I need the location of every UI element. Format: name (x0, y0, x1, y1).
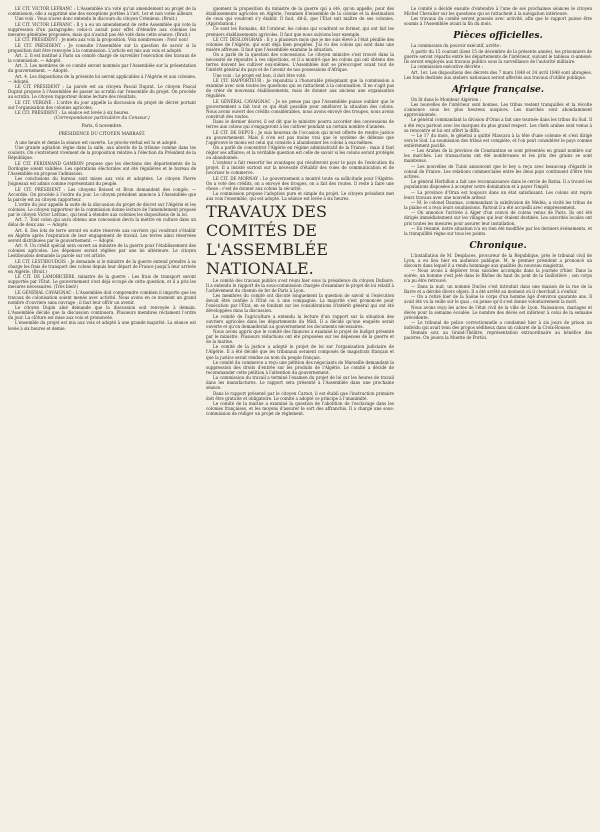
dateline: PRÉSIDENCE DU CITOYEN MARRAST. (58, 131, 146, 137)
article-paragraph: Art. 8. Des lots de terre seront en outre réservés aux ouvriers qui voudront s'établir en Algérie après l'expiration de leur engagement de travail. Les terres ainsi réservées seront distribuées par le gouvernement. — Adopté. (8, 227, 196, 243)
column-right (404, 6, 592, 826)
article-paragraph: LE CIT. DE LAMORICIÈRE, ministre de la guerre : Les frais de transport seront supportés par l'État. Le gouvernement s'est déjà occupé de cette question, et il a pris les mesures nécessaires. (Très bien!) (8, 274, 196, 290)
article-paragraph: Les travaux du comité seront poussés avec activité, afin que le rapport puisse être soumis à l'Assemblée avant la fin du mois. (404, 16, 592, 27)
article-paragraph: Le général commandant la division d'Oran a fait une tournée dans les tribus du Sud. Il a été reçu partout avec les marques du plus grand respect. Les chefs arabes sont venus à sa rencontre et lui ont offert la diffa. (404, 117, 592, 133)
article-paragraph: Le comité des travaux publics s'est réuni hier sous la présidence du citoyen Dufaure. Il a entendu le rapport de la sous-commission chargée d'examiner le projet de loi relatif à l'achèvement du chemin de fer de Paris à Lyon. (206, 277, 394, 293)
article-paragraph: Le général Herbillon a fait une reconnaissance dans le cercle de Batna. Il a trouvé les populations disposées à accepter notre domination et à payer l'impôt. (404, 179, 592, 190)
article-paragraph: — On annonce l'arrivée à Alger d'un convoi de colons venus de Paris. Ils ont été dirigés immédiatement sur les villages qui leur étaient destinés. Les autorités locales ont pris toutes les mesures pour assurer leur installation. (404, 210, 592, 226)
article-paragraph: LE CIT. DESLONGRAIS : Il y a plusieurs mois que je me suis élevé à l'état pénible des colonies de l'Algérie, qui sont déjà bien peuplées. J'ai vu des colons qui sont dans une misère affreuse. Il faut que l'Assemblée examine la situation. (206, 36, 394, 52)
article-paragraph: Art. 7. Tout colon qui aura obtenu une concession devra la mettre en culture dans un délai de deux ans. — Adopté. (8, 217, 196, 228)
article-paragraph: LE CIT. PRÉSIDENT : La séance est levée à six heures. (15, 109, 130, 115)
section-heading: (Correspondance particulière du Censeur.) (54, 115, 150, 121)
article-paragraph: L'installation de M. Desplaces, procureur de la République, près le tribunal civil de Lyon, a eu lieu hier en audience publique. M. le premier président a prononcé un discours dans lequel il a rendu hommage aux qualités du nouveau magistrat. (404, 252, 592, 269)
article-paragraph: LE CIT. PRÉSIDENT : Les citoyens Boissel et Brun demandent des congés. — Accordés. On procède à l'ordre du jour. Le citoyen président annonce à l'Assemblée que la parole est au citoyen rapporteur. (8, 186, 196, 202)
article-paragraph: — La province d'Oran est toujours dans un état satisfaisant. Les colons ont repris leurs travaux avec une nouvelle ardeur. (404, 189, 592, 200)
article-paragraph: LE CIT. RAPPORTEUR : Je répondrai à l'honorable préopinant que la commission a examiné avec soin toutes les questions qui se rattachent à la colonisation. Il ne s'agit pas de créer de nouveaux établissements, mais de donner aux anciens une organisation régulière. (206, 78, 394, 99)
article-paragraph: Le comité de l'agriculture a entendu la lecture d'un rapport sur la situation des ouvriers agricoles dans les départements du Midi. Il a décidé qu'une enquête serait ouverte et qu'on demanderait au gouvernement les documents nécessaires. (206, 313, 394, 329)
article-paragraph: Demain soir, au Grand-Théâtre, représentation extraordinaire au bénéfice des pauvres. On jouera la Muette de Portici. (404, 330, 592, 341)
article-paragraph: — Les Arabes de la province de Constantine se sont présentés en grand nombre sur les marchés. Les transactions ont été nombreuses et les prix des grains se sont maintenus. (404, 148, 592, 164)
article-paragraph: A partir du 15 courant (lisez 15 de décembre de la présente année), les prisonniers de guerre seront répartis entre les départements de l'intérieur, suivant le tableau ci-annexé. Ils seront employés aux travaux publics sous la surveillance de l'autorité militaire. (404, 48, 592, 64)
article-paragraph: Le comité de la marine a examiné la question de l'abolition de l'esclavage dans les colonies françaises, et les moyens d'assurer le sort des affranchis. Il a chargé une sous-commission de rédiger un projet de règlement. (206, 401, 394, 417)
column-left (8, 6, 196, 826)
section-heading: Chronique. (469, 239, 527, 251)
article-paragraph: L'orateur a fait ressortir les avantages qui résulteront pour le pays de l'exécution du projet. Il a insisté surtout sur la nécessité d'établir des voies de communication et de favoriser le commerce. (206, 160, 394, 176)
column-middle (206, 6, 394, 826)
article-paragraph: — Nous avons à déplorer trois suicides accomplis dans la journée d'hier. Dans la soirée, un homme s'est jeté dans le Rhône du haut du pont de la Guillotière ; son corps n'a pu être retrouvé. (404, 268, 592, 284)
article-paragraph: Art. 2. Il est institué à Paris un comité chargé de surveiller l'exécution des travaux de la commission. — Adopté. (8, 52, 196, 63)
article-paragraph: La commission du pouvoir exécutif, arrête : (411, 43, 502, 49)
article-paragraph: LE GÉNÉRAL CAVAIGNAC : Je ne pense pas que l'Assemblée puisse oublier que le gouvernement a fait tout ce qui était possible pour améliorer la situation des colons. Nous avons ouvert des crédits considérables, nous avons envoyé des troupes, nous avons construit des routes. (206, 98, 394, 119)
article-paragraph: La commission propose l'adoption pure et simple du projet. Le citoyen président met aux voix l'ensemble, qui est adopté. La séance est levée à six heures. (206, 191, 394, 202)
article-paragraph: On a parlé de concentrer l'Algérie en régime administratif de la France ; mais il faut régler ses affaires; et la véritable question est celle de savoir si les colons seront protégés ou abandonnés. (206, 144, 394, 161)
article-paragraph: LE CIT. VICTOR LEFRANC : L'Assemblée n'a voté qu'un amendement au projet de la commission; elle a supprimé une des exceptions portées à l'art. 1er et non votée ailleurs. (8, 6, 196, 17)
article-paragraph: Le comité a décidé ensuite d'entendre à l'une de ses prochaines séances le citoyen Michel Chevalier sur les questions qui se rattachent à la navigation intérieure. (404, 6, 592, 17)
article-paragraph: LE CIT. PRÉSIDENT : Je consulte l'Assemblée sur la question de savoir si la proposition doit être renvoyée à la commission. L'article est mis aux voix et adopté. (8, 42, 196, 53)
article-paragraph: — Le 17 du mois, le général a quitté Mascara à la tête d'une colonne et s'est dirigé vers le Sud. La soumission des tribus est complète, et l'on peut considérer le pays comme entièrement pacifié. (404, 132, 592, 149)
article-paragraph: Le comité du commerce a reçu une pétition des négociants de Marseille demandant la suppression des droits d'entrée sur les produits de l'Algérie. Le comité a décidé de recommander cette pétition à l'attention du gouvernement. (206, 359, 394, 375)
article-paragraph: On lit dans le Moniteur Algérien : (411, 96, 481, 102)
article-paragraph: Art. 1er. Les dispositions des décrets des 7 mars 1848 et 24 avril 1848 sont abrogées. Les fonds destinés aux ateliers nationaux seront affectés aux travaux d'utilité publique. (404, 69, 592, 80)
article-paragraph: quement la proposition du ministre de la guerre qui a été, qu'on appelle, pour des établissements agricoles en Algérie, l'examen d'ensemble de la colonie et la destination de ceux qui voudront s'y établir. Il faut, dit-il, que l'État soit maître de ses colonies. (Approbation.) (206, 6, 394, 27)
article-paragraph: Art. 9. Un crédit spécial sera ouvert au ministre de la guerre pour l'établissement des colonies agricoles. Les dépenses seront réglées par une loi ultérieure. Le citoyen Lestiboudois demande la parole sur cet article. (8, 243, 196, 259)
article-paragraph: — Les nouvelles de Tunis annoncent que le bey a reçu avec beaucoup d'égards le consul de France. Les relations commerciales entre les deux pays continuent d'être très actives. (404, 163, 592, 179)
article-paragraph: Une voix : Le projet est bon, il doit être voté. (213, 72, 307, 78)
article-paragraph: Nous avons reçu les actes de l'état civil de la ville de Lyon. Naissances, mariages et décès pour la semaine écoulée. Le nombre des décès est inférieur à celui de la semaine précédente. (404, 304, 592, 320)
article-paragraph: Une grande agitation règne dans la salle, aux abords de la tribune comme dans les couloirs. On s'entretient vivement de la proposition relative à l'élection du Président de la République. (8, 145, 196, 161)
article-paragraph: LE CIT. LESTIBOUDOIS : Je demande si le ministre de la guerre entend prendre à sa charge les frais de transport des colons depuis leur départ de France jusqu'à leur arrivée en Algérie. (Bruit.) (8, 258, 196, 274)
section-heading: TRAVAUX DES COMITÉS DE L'ASSEMBLÉE NATIONALE. (206, 201, 329, 278)
article-paragraph: On a parlé de la question des concessions. Le citoyen ministre s'est trouvé dans la nécessité de répondre à ces objections, et il a montré que les colons qui ont obtenu des terres doivent les cultiver eux-mêmes. L'Assemblée doit se préoccuper avant tout de l'intérêt général du pays et de l'avenir de nos possessions d'Afrique. (206, 52, 394, 73)
article-paragraph: LE CIT. VICTOR LEFRANC : Il y a eu un amendement de cette Assemblée qui vote la suppression d'un paragraphe; celui-ci aurait pour effet d'étendre aux colonies les mesures générales proposées, mais qui n'aurait pas été voté dans cette séance. (Bruit.) (8, 21, 196, 37)
article-paragraph: — En résumé, notre situation n'a en rien été modifiée par les derniers événements, et la tranquillité règne sur tous les points. (404, 225, 592, 236)
article-paragraph: LE CIT. VERGNE : L'ordre du jour appelle la discussion du projet de décret portant sur l'organisation des colonies agricoles. (8, 99, 196, 110)
article-paragraph: — Dans la nuit, un nommé Duclos s'est introduit dans une maison de la rue de la Barre et a dérobé divers objets. Il a été arrêté au moment où il cherchait à s'enfuir. (404, 283, 592, 294)
dateline: Paris, 6 novembre. (81, 123, 123, 129)
article-paragraph: LE CIT. DE DEPUS : Je suis heureux de l'occasion qui m'est offerte de rendre justice au gouvernement. Mais il n'en est pas moins vrai que le système de défense que j'approuve le moins est celui qui consiste à abandonner les colons à eux-mêmes. (206, 129, 394, 145)
article-paragraph: Une voix : Vous n'avez donc entendu le discours du citoyen Crémieux. (Bruit.) (15, 16, 178, 22)
article-paragraph: A une heure et demie la séance est ouverte. Le procès-verbal est lu et adopté. (15, 139, 178, 145)
article-paragraph: LE GÉNÉRAL CAVAIGNAC : L'Assemblée doit comprendre combien il importe que les travaux de colonisation soient menés avec activité. Nous avons en ce moment un grand nombre d'ouvriers sans ouvrage ; il faut leur offrir un avenir. (8, 289, 196, 305)
article-paragraph: Ce sont les Romains, dit l'orateur, les colons qui voudront se former, qui ont fait les premiers établissements agricoles. Il faut que nous suivions leur exemple. (206, 26, 394, 37)
article-paragraph: Dans le dernier décret, il est dit que le ministre pourra accorder des concessions de terres aux colons qui s'engageront à les cultiver pendant un certain nombre d'années. (206, 119, 394, 130)
article-paragraph: L'ordre du jour appelle la suite de la discussion du projet de décret sur l'Algérie et les colonies. Le citoyen rapporteur de la commission donne lecture de l'amendement proposé par le citoyen Victor Lefranc, qui tend à étendre aux colonies les dispositions de la loi. (8, 202, 196, 218)
article-paragraph: Les nouvelles de l'intérieur sont bonnes. Les tribus restent tranquilles et la récolte s'annonce sous les plus heureux auspices. Les marchés sont abondamment approvisionnés. (404, 102, 592, 118)
section-heading: Afrique française. (451, 83, 545, 95)
section-heading: Pièces officielles. (453, 30, 543, 42)
article-paragraph: La commission exécutive décrète : (411, 64, 483, 70)
article-paragraph: Art. 3. Les membres de ce comité seront nommés par l'Assemblée sur la présentation du gouvernement. — Adopté. (8, 63, 196, 74)
article-paragraph: Les membres du comité ont discuté longuement la question de savoir si l'exécution devait être confiée à l'État ou à une compagnie. La majorité s'est prononcée pour l'exécution par l'État, en se fondant sur les considérations d'intérêt général qui ont été développées dans la discussion. (206, 293, 394, 314)
article-paragraph: LE CIT. DE MORNAY : Le gouvernement a montré toute sa sollicitude pour l'Algérie. On a voté des crédits, on a envoyé des troupes, on a fait des routes. Il reste à faire une chose : c'est de donner aux colons la sécurité. (206, 175, 394, 191)
article-paragraph: Art. 4. Les dispositions de la présente loi seront applicables à l'Algérie et aux colonies. — Adopté. (8, 73, 196, 84)
article-paragraph: Dans le rapport présenté par le citoyen Carnot, il est établi que l'instruction primaire doit être gratuite et obligatoire. Le comité a adopté ce principe à l'unanimité. (206, 390, 394, 401)
article-paragraph: Le comité de la justice a adopté le projet de loi sur l'organisation judiciaire de l'Algérie. Il a été décidé que les tribunaux seraient composés de magistrats français et que la justice serait rendue au nom du peuple français. (206, 344, 394, 360)
article-paragraph: — Le tribunal de police correctionnelle a condamné hier à six jours de prison un individu qui avait tenu des propos séditieux dans un cabaret de la Croix-Rousse. (404, 320, 592, 331)
article-paragraph: L'ensemble du projet est mis aux voix et adopté à une grande majorité. La séance est levée à six heures et demie. (8, 320, 196, 331)
article-paragraph: Nous avons appris que le comité des finances a examiné le projet de budget présenté par le ministre. Plusieurs réductions ont été proposées sur les dépenses de la guerre et de la marine. (206, 329, 394, 345)
article-paragraph: Les conclusions du bureau sont mises aux voix et adoptées. Le citoyen Pierre Joigneaux est admis comme représentant du peuple. (8, 176, 196, 187)
article-paragraph: LE CIT. FERDINAND GAMBON propose que les élections des départements de la Dordogne soient validées. Les opérations électorales ont été régulières et le bureau de l'Assemblée en propose l'admission. (8, 160, 196, 176)
article-paragraph: — M. le colonel Daumas, commandant la subdivision de Médéa, a visité les tribus de la plaine et a reçu leurs soumissions. Partout il a été accueilli avec empressement. (404, 200, 592, 211)
article-paragraph: La commission du travail a terminé l'examen du projet de loi sur les heures de travail dans les manufactures. Le rapport sera présenté à l'Assemblée dans une prochaine séance. (206, 375, 394, 391)
article-paragraph: LE CIT. PRÉSIDENT : Je mets aux voix la proposition. Voix nombreuses : Non! non! (15, 37, 189, 43)
article-paragraph: LE CIT. PRÉSIDENT : La parole est au citoyen Pascal Duprat. Le citoyen Pascal Duprat propose à l'Assemblée de passer au scrutin sur l'ensemble du projet. On procède au scrutin. Le citoyen rapporteur donne lecture des résultats. (8, 84, 196, 100)
article-paragraph: Le citoyen Dupin aîné demande que la discussion soit renvoyée à demain. L'Assemblée décide que la discussion continuera. Plusieurs membres réclament l'ordre du jour. La clôture est mise aux voix et prononcée. (8, 305, 196, 321)
article-paragraph: — On a retiré hier de la Saône le corps d'un homme âgé d'environ quarante ans. Il avait été vu la veille sur le quai ; on pense qu'il s'est donné volontairement la mort. (404, 294, 592, 305)
